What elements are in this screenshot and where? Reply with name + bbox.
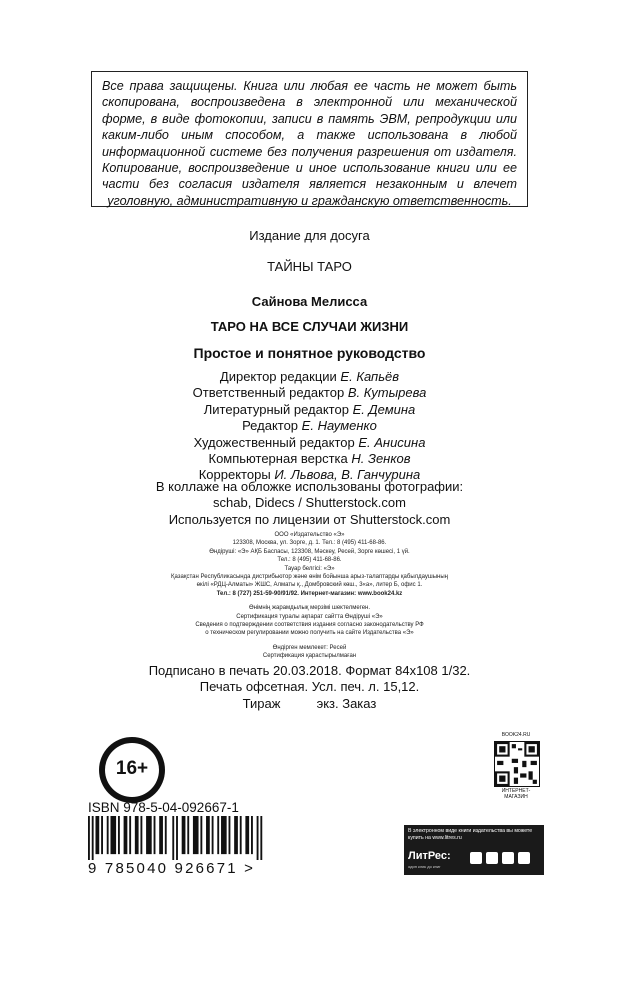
series-name: ТАЙНЫ ТАРО xyxy=(267,259,352,274)
rights-notice-box xyxy=(91,71,528,207)
publisher-line: Сертификация қарастырылмаған xyxy=(262,653,357,660)
photo-credit-line: Используется по лицензии от Shutterstock.com xyxy=(168,511,451,527)
publisher-line: Тел.: 8 (727) 251-59-90/91/92. Интернет-магазин: www.book24.kz xyxy=(216,590,403,597)
print-info xyxy=(0,663,619,712)
litres-logo: ЛитРес: xyxy=(408,850,451,862)
publisher-line: ООО «Издательство «Э» xyxy=(274,532,345,538)
litres-text: В электронном виде книги издательства вы можете купить на www.litres.ru xyxy=(408,828,533,841)
print-info-line: Тираж экз. Заказ xyxy=(242,695,377,711)
book-title: ТАРО НА ВСЕ СЛУЧАИ ЖИЗНИ xyxy=(210,319,409,334)
barcode-icon xyxy=(88,816,266,860)
book-subtitle: Простое и понятное руководство xyxy=(193,345,426,361)
qr-code-icon xyxy=(494,741,540,787)
publisher-line: Сведения о подтверждении соответствия издания согласно законодательству РФ xyxy=(195,622,424,629)
qr-site-label: BOOK24.RU xyxy=(501,732,531,738)
publisher-line: Тауар белгісі: «Э» xyxy=(284,565,335,572)
publisher-line: 123308, Москва, ул. Зорге, д. 1. Тел.: 8 (495) 411-68-86. xyxy=(232,540,387,547)
photo-credits xyxy=(0,479,619,528)
credit-line: Редактор Е. Науменко xyxy=(242,418,377,434)
android-icon xyxy=(486,852,498,864)
publisher-line: Өндіруші: «Э» АҚБ Баспасы, 123308, Мәскеу, Ресей, Зорге көшесі, 1 үй. xyxy=(209,548,410,555)
print-info-line: Подписано в печать 20.03.2018. Формат 84х108 1/32. xyxy=(148,663,471,678)
age-rating-text: 16+ xyxy=(115,758,149,779)
credit-line: Литературный редактор Е. Демина xyxy=(203,401,416,417)
credit-line: Компьютерная верстка Н. Зенков xyxy=(208,450,411,466)
photo-credit-line: schab, Didecs / Shutterstock.com xyxy=(213,495,406,511)
credit-line: Художественный редактор Е. Анисина xyxy=(193,434,426,450)
qr-caption: ИНТЕРНЕТ-МАГАЗИН xyxy=(501,788,531,800)
publisher-line: өкілі «РДЦ-Алматы» ЖШС, Алматы қ., Домбровский көш., 3«а», литер Б, офис 1. xyxy=(196,582,423,589)
author-name: Сайнова Мелисса xyxy=(251,294,368,309)
publisher-line: о техническом регулировании можно получить на сайте Издательства «Э» xyxy=(205,630,414,637)
ebook-reader-icon xyxy=(502,852,514,864)
apple-icon xyxy=(470,852,482,864)
publisher-line: Өндірген мемлекет: Ресей xyxy=(272,644,347,651)
publisher-block xyxy=(0,531,619,661)
publisher-line: Қазақстан Республикасында дистрибьютор және өнім бойынша арыз-талаптарды қабылдаушының xyxy=(171,574,448,581)
credit-line: Ответственный редактор В. Кутырева xyxy=(192,385,427,401)
publisher-line: Сертификация туралы ақпарат сайтта Өндіруші «Э» xyxy=(236,613,383,620)
photo-credit-line: В коллаже на обложке использованы фотографии: xyxy=(155,479,464,494)
publisher-line: Тел.: 8 (495) 411-68-86. xyxy=(277,557,342,564)
isbn: ISBN 978-5-04-092667-1 xyxy=(88,800,239,815)
credit-line: Директор редакции Е. Капьёв xyxy=(219,369,400,384)
edition-type: Издание для досуга xyxy=(249,228,370,243)
rights-notice-text: Все права защищены. Книга или любая ее часть не может быть скопирована, воспроизведена в электронной или механической форме, в виде фотокопии, записи в память ЭВМ, репродукции или каким-либо иным способом, а также использована в любой информационной системе без получения разрешения от издателя. Копирование, воспроизведение и иное использование книги или ее части без согласия издателя является незаконным и влечет уголовную, административную и гражданскую ответственность. xyxy=(102,79,517,208)
litres-subtitle: один клик до книг xyxy=(408,864,441,869)
print-info-line: Печать офсетная. Усл. печ. л. 15,12. xyxy=(199,679,420,695)
credits-list xyxy=(0,369,619,484)
publisher-line: Өнімнің жарамдылық мерзімі шектелмеген. xyxy=(248,605,371,612)
credit-line: Корректоры И. Львова, В. Ганчурина xyxy=(198,467,421,483)
windows-icon xyxy=(518,852,530,864)
barcode-digits: 9 785040 926671 > xyxy=(88,860,256,877)
